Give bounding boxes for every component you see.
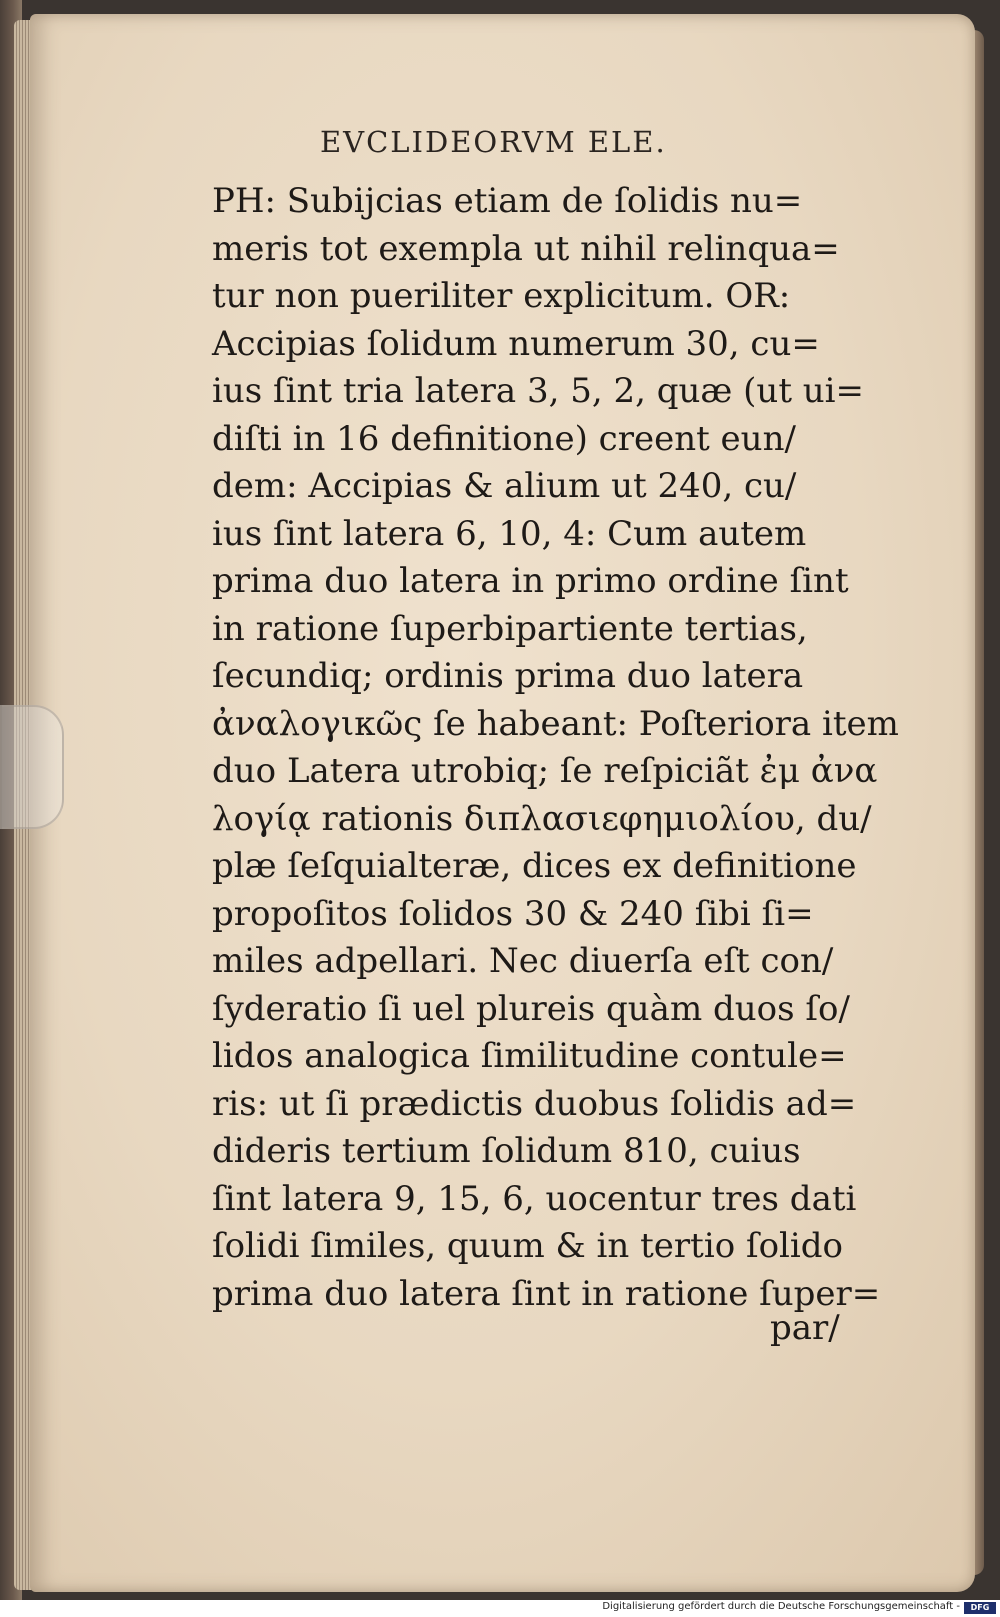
text-line: diſti in 16 definitione) creent eun/	[212, 418, 796, 459]
text-line: prima duo latera ſint in ratione ſuper=	[212, 1273, 881, 1314]
text-line: ſecundiq; ordinis prima duo latera	[212, 656, 804, 696]
text-line: in ratione ſuperbipartiente tertias,	[212, 608, 808, 649]
text-line: duo Latera utrobiq; ſe reſpiciãt ἐμ ἀνα	[212, 751, 878, 791]
catchword: par/	[770, 1308, 840, 1348]
text-line: PH: Subijcias etiam de ſolidis nu=	[212, 181, 803, 221]
text-line: tur non pueriliter explicitum. OR:	[212, 276, 791, 316]
text-line: ius ſint latera 6, 10, 4: Cum autem	[212, 513, 807, 554]
funding-credit: Digitalisierung gefördert durch die Deutsche Forschungsgemeinschaft -	[602, 1601, 960, 1612]
page-body-text	[212, 178, 899, 1318]
running-title: EVCLIDEORVM ELE.	[320, 125, 667, 159]
text-line: ſyderatio ſi uel plureis quàm duos ſo/	[212, 988, 850, 1029]
text-line: lidos analogica ſimilitudine contule=	[212, 1036, 847, 1076]
footer-bar	[0, 1600, 1000, 1617]
text-line: dem: Accipias & alium ut 240, cu/	[212, 466, 797, 506]
text-line: Accipias ſolidum numerum 30, cu=	[212, 323, 820, 364]
text-line: meris tot exempla ut nihil relinqua=	[212, 228, 840, 269]
text-line: ἀναλογικῶς ſe habeant: Poſteriora item	[212, 703, 899, 744]
text-line: ius ſint tria latera 3, 5, 2, quæ (ut ui=	[212, 371, 865, 411]
page-tab-marker	[0, 705, 64, 829]
dfg-logo: DFG	[964, 1602, 996, 1614]
text-line: ſolidi ſimiles, quum & in tertio ſolido	[212, 1226, 844, 1266]
text-line: prima duo latera in primo ordine ſint	[212, 561, 849, 601]
text-line: ſint latera 9, 15, 6, uocentur tres dati	[212, 1178, 857, 1219]
text-line: dideris tertium ſolidum 810, cuius	[212, 1131, 801, 1171]
text-line: ris: ut ſi prædictis duobus ſolidis ad=	[212, 1083, 857, 1124]
text-line: miles adpellari. Nec diuerſa eſt con/	[212, 941, 834, 981]
text-line: λογίᾳ rationis διπλασιεφημιολίου, du/	[212, 798, 872, 839]
text-line: plæ ſeſquialteræ, dices ex definitione	[212, 846, 857, 886]
text-line: propoſitos ſolidos 30 & 240 ſibi ſi=	[212, 893, 814, 934]
